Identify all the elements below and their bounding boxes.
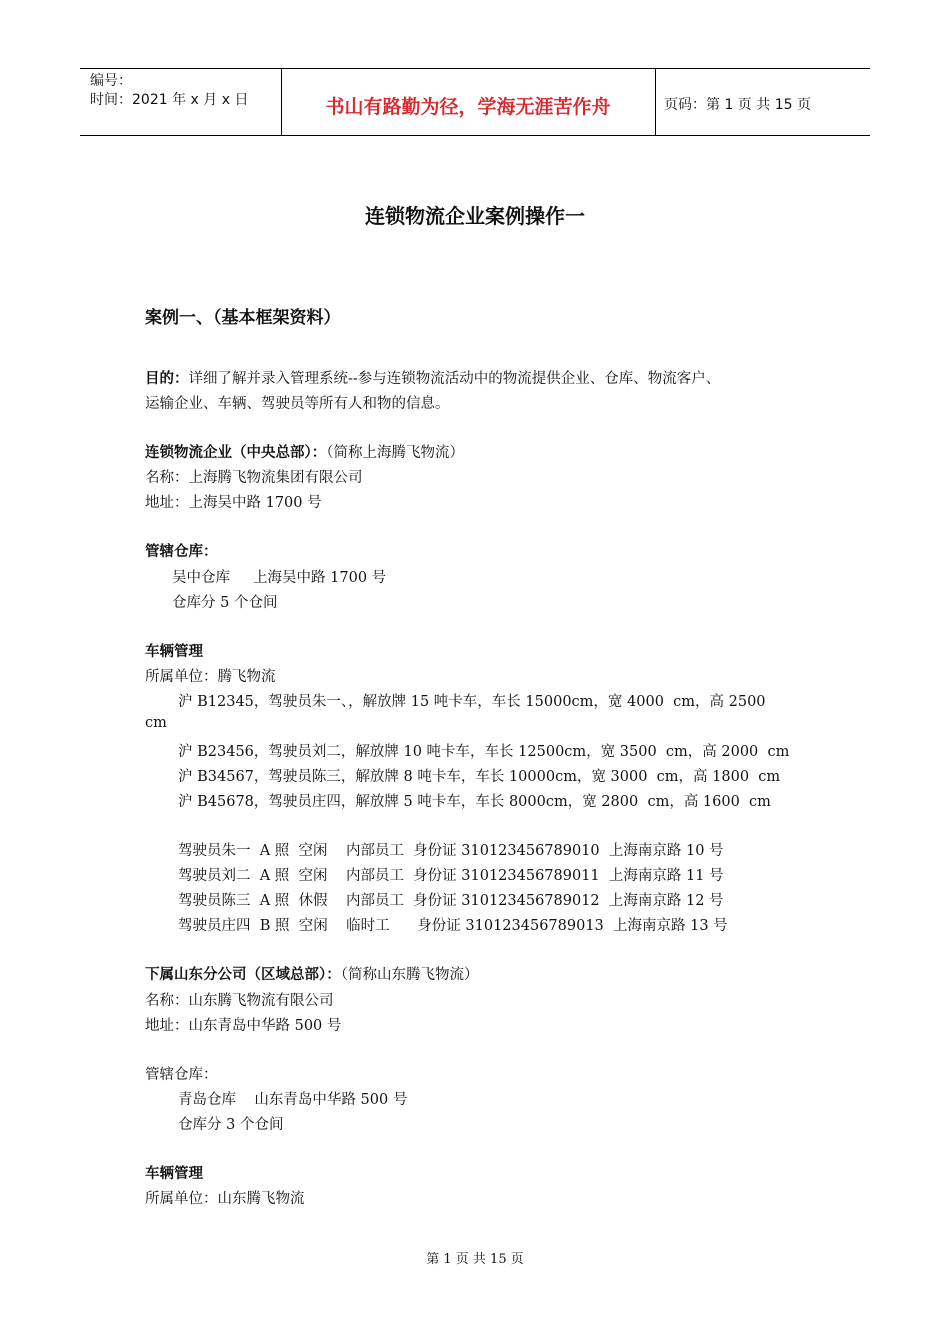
header-time: 时间：2021 年 x 月 x 日	[90, 92, 249, 108]
document-title: 连锁物流企业案例操作一	[365, 204, 585, 228]
vehicle-row: 沪 B23456，驾驶员刘二，解放牌 10 吨卡车，车长 12500cm，宽 3500 cm，高 2000 cm	[178, 744, 790, 760]
vehicle-row: 沪 B45678，驾驶员庄四，解放牌 5 吨卡车，车长 8000cm，宽 2800 cm，高 1600 cm	[178, 794, 771, 810]
header-top-rule	[80, 68, 870, 69]
header-bottom-rule	[80, 135, 870, 136]
purpose-line-1	[145, 367, 720, 388]
branch-warehouse-heading: 管辖仓库：	[145, 1067, 218, 1083]
branch-vehicle-unit: 所属单位：山东腾飞物流	[145, 1191, 305, 1207]
header-page-number: 页码：第 1 页 共 15 页	[664, 97, 811, 113]
driver-row: 驾驶员刘二 A 照 空闲 内部员工 身份证 310123456789011 上海南京路 11 号	[178, 868, 724, 884]
hq-vehicle-heading: 车辆管理	[145, 644, 203, 660]
driver-row: 驾驶员朱一 A 照 空闲 内部员工 身份证 310123456789010 上海南京路 10 号	[178, 843, 724, 859]
branch-heading: 下属山东分公司（区域总部）：	[145, 967, 341, 983]
hq-heading-line	[145, 441, 464, 462]
purpose-label: 目的：	[145, 371, 189, 387]
header-meta	[90, 72, 248, 110]
branch-name: 名称：山东腾飞物流有限公司	[145, 993, 334, 1009]
branch-warehouse-line: 青岛仓库 山东青岛中华路 500 号	[178, 1092, 408, 1108]
header-number: 编号：	[90, 73, 132, 89]
hq-note: （简称上海腾飞物流）	[326, 445, 464, 461]
branch-vehicle-heading: 车辆管理	[145, 1166, 203, 1182]
hq-heading: 连锁物流企业（中央总部）：	[145, 445, 327, 461]
driver-row: 驾驶员庄四 B 照 空闲 临时工 身份证 310123456789013 上海南京路 13 号	[178, 918, 728, 934]
purpose-text-1: 详细了解并录入管理系统--参与连锁物流活动中的物流提供企业、仓库、物流客户、	[188, 371, 721, 387]
hq-address: 地址：上海吴中路 1700 号	[145, 495, 322, 511]
branch-address: 地址：山东青岛中华路 500 号	[145, 1018, 342, 1034]
hq-vehicle-unit: 所属单位：腾飞物流	[145, 669, 276, 685]
vehicle-row-wrap: cm	[145, 715, 167, 731]
branch-warehouse-rooms: 仓库分 3 个仓间	[178, 1117, 284, 1133]
branch-note: （简称山东腾飞物流）	[340, 967, 479, 983]
driver-row: 驾驶员陈三 A 照 休假 内部员工 身份证 310123456789012 上海南京路 12 号	[178, 893, 724, 909]
branch-heading-line	[145, 963, 479, 984]
case-title: 案例一、（基本框架资料）	[145, 308, 341, 328]
header-divider-right	[655, 68, 656, 136]
header-motto: 书山有路勤为径，学海无涯苦作舟	[325, 96, 611, 118]
page-footer: 第 1 页 共 15 页	[426, 1252, 524, 1267]
vehicle-row: 沪 B34567，驾驶员陈三，解放牌 8 吨卡车，车长 10000cm，宽 3000 cm，高 1800 cm	[178, 769, 781, 785]
hq-warehouse-rooms: 仓库分 5 个仓间	[172, 595, 278, 611]
hq-name: 名称：上海腾飞物流集团有限公司	[145, 470, 363, 486]
hq-warehouse-heading: 管辖仓库：	[145, 544, 218, 560]
vehicle-row: 沪 B12345，驾驶员朱一、，解放牌 15 吨卡车，车长 15000cm，宽 4000 cm，高 2500	[178, 694, 766, 710]
purpose-line-2: 运输企业、车辆、驾驶员等所有人和物的信息。	[145, 396, 450, 412]
hq-warehouse-line: 吴中仓库 上海吴中路 1700 号	[172, 570, 387, 586]
